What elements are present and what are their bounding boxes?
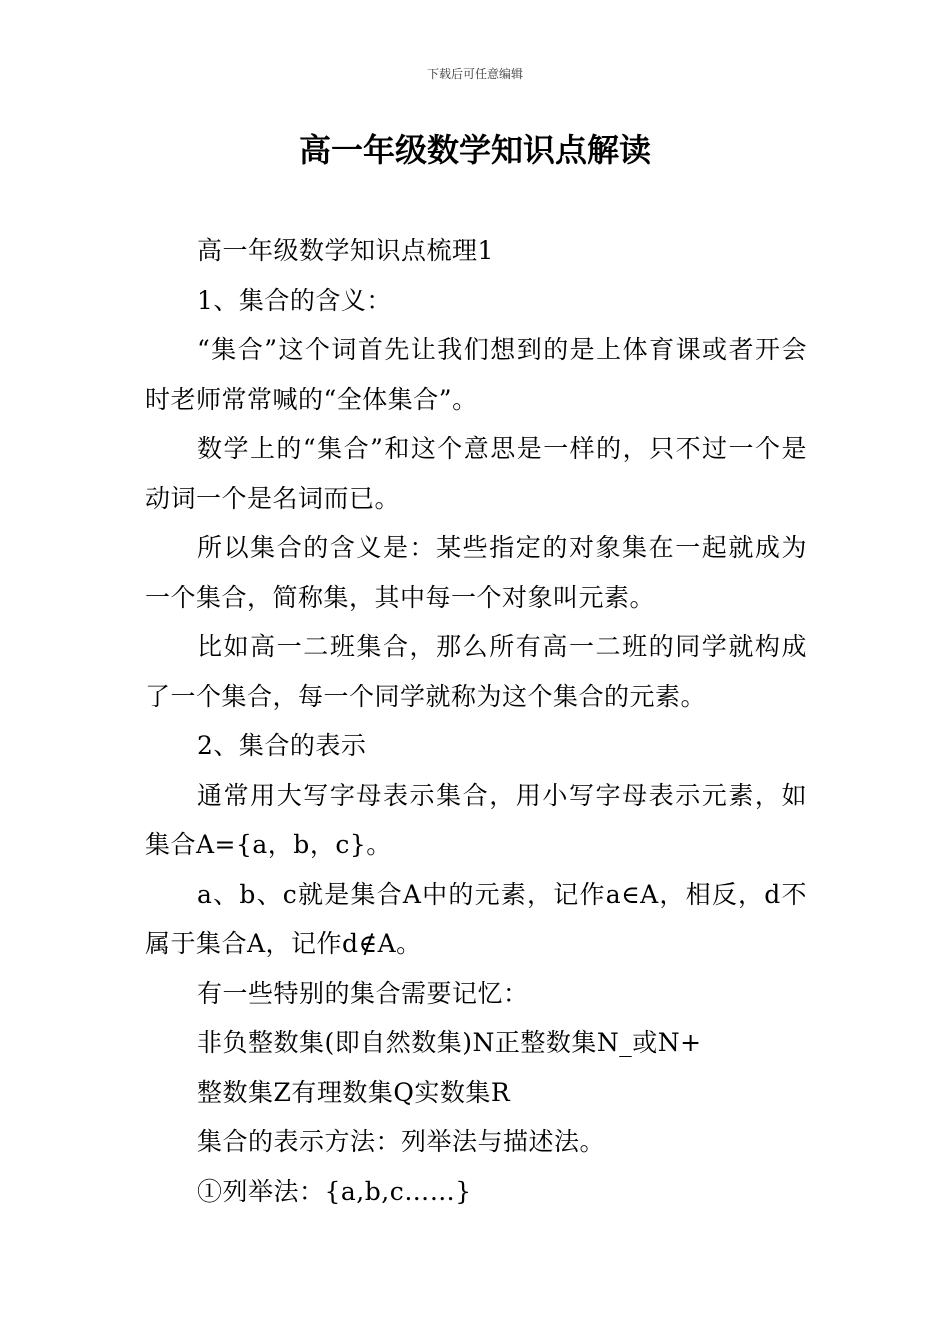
document-title: 高一年级数学知识点解读 <box>298 131 651 169</box>
paragraph: ①列举法：{a,b,c……} <box>197 1176 472 1206</box>
paragraph: 数学上的“集合”和这个意思是一样的，只不过一个是动词一个是名词而已。 <box>145 434 807 513</box>
paragraph-subheading-meaning: 1、集合的含义： <box>197 285 392 315</box>
paragraph: “集合”这个词首先让我们想到的是上体育课或者开会时老师常常喊的“全体集合”。 <box>145 335 807 414</box>
paragraph: a、b、c就是集合A中的元素，记作a∈A，相反，d不属于集合A，记作d∉A。 <box>145 879 807 958</box>
paragraph: 有一些特别的集合需要记忆： <box>197 978 529 1008</box>
paragraph: 比如高一二班集合，那么所有高一二班的同学就构成了一个集合，每一个同学就称为这个集合的元素。 <box>145 632 807 711</box>
paragraph-section-heading: 高一年级数学知识点梳理1 <box>197 236 494 265</box>
paragraph: 通常用大写字母表示集合，用小写字母表示元素，如集合A={a，b，c}。 <box>145 780 807 859</box>
paragraph: 整数集Z有理数集Q实数集R <box>197 1077 511 1107</box>
document-body <box>145 226 807 1216</box>
paragraph: 所以集合的含义是：某些指定的对象集在一起就成为一个集合，简称集，其中每一个对象叫元素。 <box>145 533 807 612</box>
paragraph: 非负整数集(即自然数集)N正整数集N_或N+ <box>197 1028 702 1057</box>
header-note: 下载后可任意编辑 <box>426 67 523 81</box>
paragraph-subheading-representation: 2、集合的表示 <box>197 731 367 760</box>
paragraph: 集合的表示方法：列举法与描述法。 <box>197 1127 606 1156</box>
